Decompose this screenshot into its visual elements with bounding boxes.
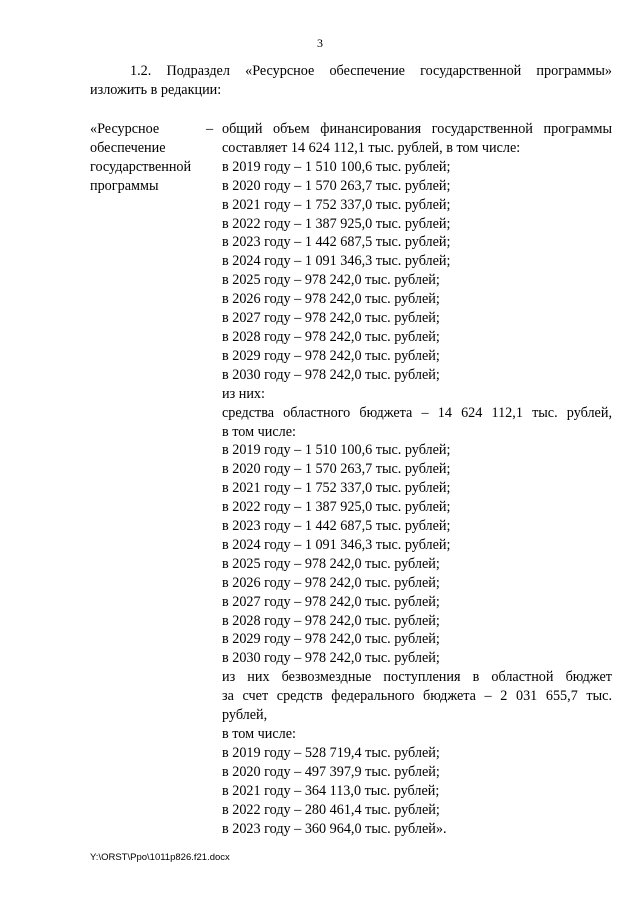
funding-details [222,120,612,838]
funding-line: в 2027 году – 978 242,0 тыс. рублей; [222,310,440,327]
resource-label-line: обеспечение [90,140,166,156]
funding-line: общий объем финансирования государственной программы [222,121,612,137]
funding-line: в 2022 году – 280 461,4 тыс. рублей; [222,801,440,818]
funding-line: в 2022 году – 1 387 925,0 тыс. рублей; [222,499,451,516]
resource-label [90,120,205,196]
funding-line: в 2030 году – 978 242,0 тыс. рублей; [222,650,440,667]
funding-line: за счет средств федерального бюджета – 2 031 655,7 тыс. рублей, [222,688,612,724]
funding-line: из них: [222,385,265,402]
funding-line: в 2021 году – 364 113,0 тыс. рублей; [222,782,440,799]
funding-line: в 2020 году – 1 570 263,7 тыс. рублей; [222,177,451,194]
funding-line: в 2025 году – 978 242,0 тыс. рублей; [222,272,440,289]
page-number: 3 [317,36,323,50]
funding-line: в 2028 году – 978 242,0 тыс. рублей; [222,328,440,345]
resource-label-line: государственной [90,159,192,175]
resource-label-line: «Ресурсное [90,121,160,137]
funding-line: в 2020 году – 1 570 263,7 тыс. рублей; [222,461,451,478]
file-path-footer: Y:\ORST\Ppo\1011p826.f21.docx [90,852,230,863]
separator-dash: – [206,121,214,137]
funding-line: средства областного бюджета – 14 624 112,1 тыс. рублей, [222,404,612,421]
funding-line: в 2029 году – 978 242,0 тыс. рублей; [222,347,440,364]
resource-label-line: программы [90,178,159,194]
intro-line-2: изложить в редакции: [90,82,222,98]
funding-line: в 2022 году – 1 387 925,0 тыс. рублей; [222,215,451,232]
funding-line: из них безвозмездные поступления в областной бюджет [222,669,612,686]
intro-paragraph [90,62,612,100]
funding-line: в 2026 году – 978 242,0 тыс. рублей; [222,574,440,591]
funding-line: в 2024 году – 1 091 346,3 тыс. рублей; [222,253,451,270]
funding-line: в том числе: [222,726,296,742]
intro-line-1: 1.2. Подраздел «Ресурсное обеспечение государственной программы» [130,63,612,79]
funding-line: в 2027 году – 978 242,0 тыс. рублей; [222,593,440,610]
funding-line: в 2023 году – 360 964,0 тыс. рублей». [222,820,447,837]
funding-line: в 2029 году – 978 242,0 тыс. рублей; [222,631,440,648]
funding-line: в 2028 году – 978 242,0 тыс. рублей; [222,612,440,629]
funding-line: в 2019 году – 528 719,4 тыс. рублей; [222,744,440,761]
funding-line: в 2019 году – 1 510 100,6 тыс. рублей; [222,158,451,175]
funding-line: в 2025 году – 978 242,0 тыс. рублей; [222,555,440,572]
funding-line: в 2021 году – 1 752 337,0 тыс. рублей; [222,196,451,213]
funding-line: в 2021 году – 1 752 337,0 тыс. рублей; [222,480,451,497]
funding-line: в 2023 году – 1 442 687,5 тыс. рублей; [222,518,451,535]
funding-line: в 2030 году – 978 242,0 тыс. рублей; [222,366,440,383]
funding-line: составляет 14 624 112,1 тыс. рублей, в том числе: [222,139,521,156]
funding-line: в 2024 году – 1 091 346,3 тыс. рублей; [222,536,451,553]
funding-line: в том числе: [222,423,296,440]
funding-line: в 2026 году – 978 242,0 тыс. рублей; [222,291,440,308]
funding-line: в 2020 году – 497 397,9 тыс. рублей; [222,763,440,780]
funding-line: в 2023 году – 1 442 687,5 тыс. рублей; [222,234,451,251]
funding-line: в 2019 году – 1 510 100,6 тыс. рублей; [222,442,451,459]
